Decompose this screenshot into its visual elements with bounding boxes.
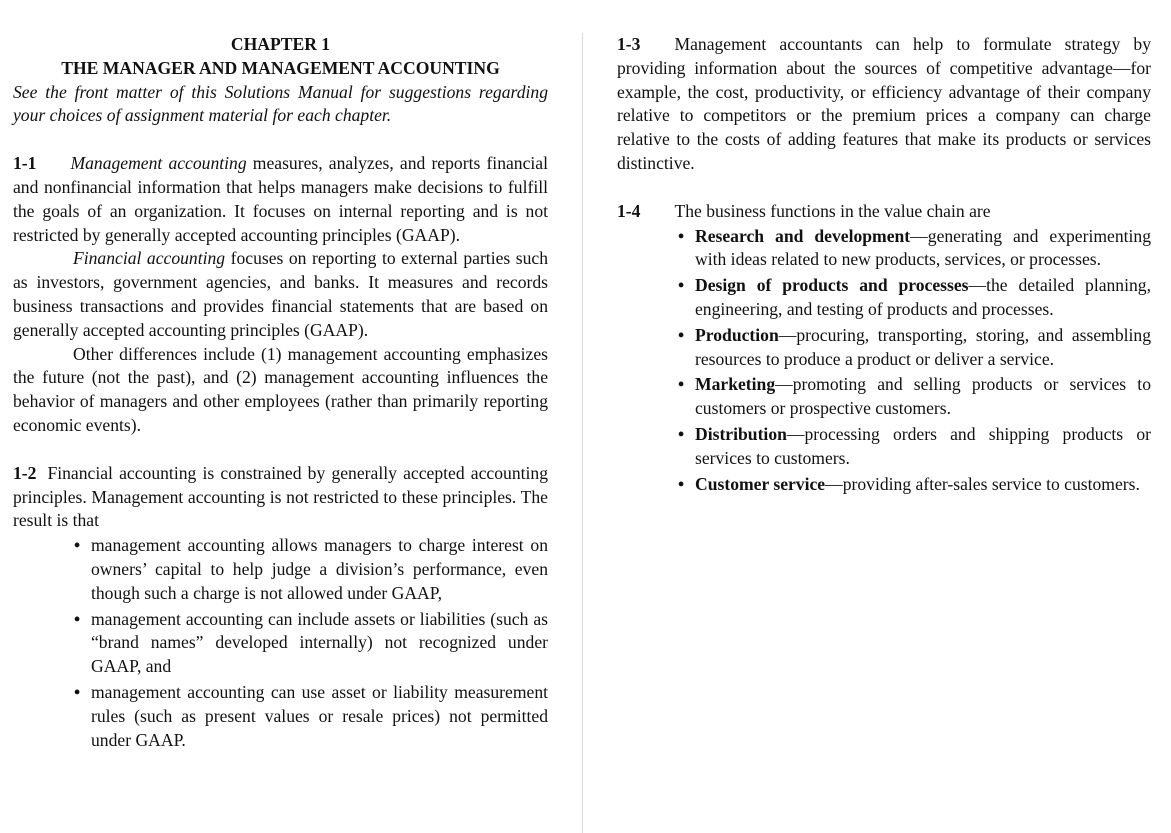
value-chain-item [617,373,1151,421]
q1-1-text-2: focuses on reporting to external parties such as investors, government agencies, and banks. It measures and records business transactions and provides financial statements that are based on generally accepted accounting principles (GAAP). [13,248,548,340]
q1-1-term-management: Management accounting [70,153,247,174]
q1-1-text-1: measures, analyzes, and reports financial and nonfinancial information that helps managers make decisions to fulfill the goals of an organization. It focuses on internal reporting and is not restricted by generally accepted accounting principles (GAAP). [13,153,548,245]
q1-2-number: 1-2 [13,462,37,483]
q1-3-text: Management accountants can help to formulate strategy by providing information about the sources of competitive advantage—for example, the cost, productivity, or efficiency advantage of their company relative to competitors or the premium prices a company can charge relative to the costs of adding features that make its products or services distinctive. [617,34,1151,173]
q1-1-term-financial: Financial accounting [73,248,226,269]
q1-2-bullet-list [13,534,548,752]
question-1-1 [13,152,548,438]
question-1-3 [617,33,1151,176]
q1-1-paragraph-1 [13,152,548,247]
column-divider [582,33,583,833]
q1-3-number: 1-3 [617,34,641,54]
value-chain-item [617,274,1151,322]
q1-3-paragraph [617,33,1151,176]
value-chain-description: —procuring, transporting, storing, and assembling resources to produce a product or deliver a service. [695,324,1151,369]
value-chain-item [617,225,1151,273]
q1-4-paragraph [617,200,1151,224]
q1-2-bullet: • management accounting can use asset or liability measurement rules (such as present values or resale prices) not permitted under GAAP. [13,681,548,752]
left-column [13,33,548,754]
right-column [617,33,1151,498]
value-chain-term: Research and development [695,225,911,246]
chapter-number: CHAPTER 1 [230,34,331,54]
q1-4-text: The business functions in the value chain are [674,200,991,221]
chapter-heading [13,33,548,81]
value-chain-item [617,324,1151,372]
chapter-title: THE MANAGER AND MANAGEMENT ACCOUNTING [61,57,500,78]
value-chain-description: —generating and experimenting with ideas related to new products, services, or processes. [695,225,1151,270]
value-chain-term: Distribution [695,423,787,444]
intro-note: See the front matter of this Solutions Manual for suggestions regarding your choices of assignment material for each chapter. [13,81,548,126]
q1-4-number: 1-4 [617,200,641,221]
q1-2-paragraph [13,462,548,533]
value-chain-term: Marketing [695,374,776,395]
question-1-4 [617,200,1151,497]
value-chain-term: Customer service [695,473,826,494]
value-chain-description: —promoting and selling products or services to customers or prospective customers. [695,374,1151,419]
value-chain-description: —the detailed planning, engineering, and testing of products and processes. [695,275,1151,319]
q1-1-paragraph-2 [13,247,548,342]
value-chain-term: Production [695,324,779,345]
q1-1-number: 1-1 [13,153,37,174]
value-chain-description: —processing orders and shipping products or services to customers. [695,423,1151,468]
value-chain-list [617,225,1151,497]
q1-2-bullet: • management accounting allows managers to charge interest on owners’ capital to help judge a division’s performance, even though such a charge is not allowed under GAAP, [13,534,548,605]
q1-2-bullet: • management accounting can include assets or liabilities (such as “brand names” developed internally) not recognized under GAAP, and [13,608,548,679]
q1-1-paragraph-3: Other differences include (1) management accounting emphasizes the future (not the past), and (2) management accounting influences the behavior of managers and other employees (rather than primarily reporting economic events). [13,343,548,435]
value-chain-item [617,423,1151,471]
question-1-2 [13,462,548,753]
value-chain-item [617,473,1151,497]
value-chain-term: Design of products and processes [695,275,969,296]
q1-2-text: Financial accounting is constrained by generally accepted accounting principles. Management accounting is not restricted to these principles. The result is that [13,462,548,531]
value-chain-description: —providing after-sales service to customers. [825,473,1140,494]
